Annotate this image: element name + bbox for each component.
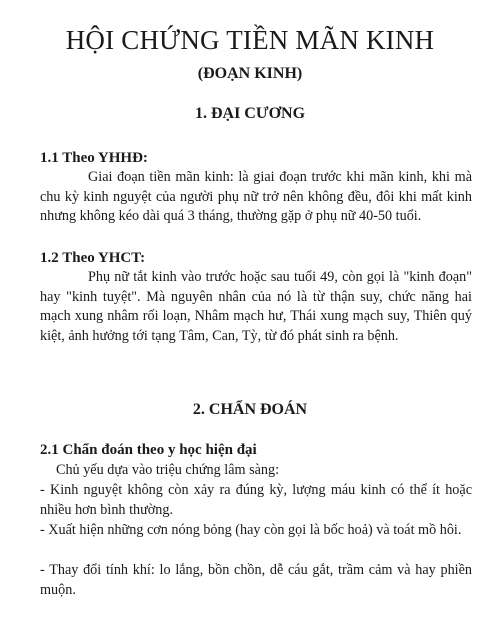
subsection-paragraph-1-2: Phụ nữ tắt kinh vào trước hoặc sau tuổi 49, còn gọi là "kinh đoạn" hay "kinh tuyệt". Mà nguyên nhân của nó là từ thận suy, chức năng hai mạch xung nhâm rối loạn, Nhâm mạch hư, Thái xung mạch suy, Thiên quý kiệt, ảnh hưởng tới tạng Tâm, Can, Tỳ, từ đó phát sinh ra bệnh.: [40, 269, 472, 344]
subsection-intro-2-1: Chủ yếu dựa vào triệu chứng lâm sàng:: [56, 462, 280, 478]
list-item: - Thay đổi tính khí: lo lắng, bồn chồn, dễ cáu gắt, trầm cảm và hay phiền muộn.: [40, 562, 472, 598]
subsection-heading-1-2: 1.2 Theo YHCT:: [40, 250, 146, 266]
subsection-paragraph-1-1: Giai đoạn tiền mãn kinh: là giai đoạn trước khi mãn kinh, khi mà chu kỳ kinh nguyệt của người phụ nữ trở nên không đều, đôi khi mất kinh nhưng không kéo dài quá 3 tháng, thường gặp ở phụ nữ 40-50 tuổi.: [40, 169, 472, 225]
document-title: HỘI CHỨNG TIỀN MÃN KINH: [65, 25, 435, 55]
list-item: - Kinh nguyệt không còn xảy ra đúng kỳ, lượng máu kinh có thể ít hoặc nhiều hơn bình thường.: [40, 482, 472, 518]
section-heading-2: 2. CHẨN ĐOÁN: [192, 401, 308, 418]
list-item: - Xuất hiện những cơn nóng bỏng (hay còn gọi là bốc hoả) và toát mồ hôi.: [40, 522, 462, 538]
document-subtitle: (ĐOẠN KINH): [197, 65, 303, 82]
section-heading-1: 1. ĐẠI CƯƠNG: [194, 105, 306, 122]
subsection-heading-2-1: 2.1 Chẩn đoán theo y học hiện đại: [40, 442, 257, 458]
subsection-heading-1-1: 1.1 Theo YHHĐ:: [40, 150, 148, 166]
